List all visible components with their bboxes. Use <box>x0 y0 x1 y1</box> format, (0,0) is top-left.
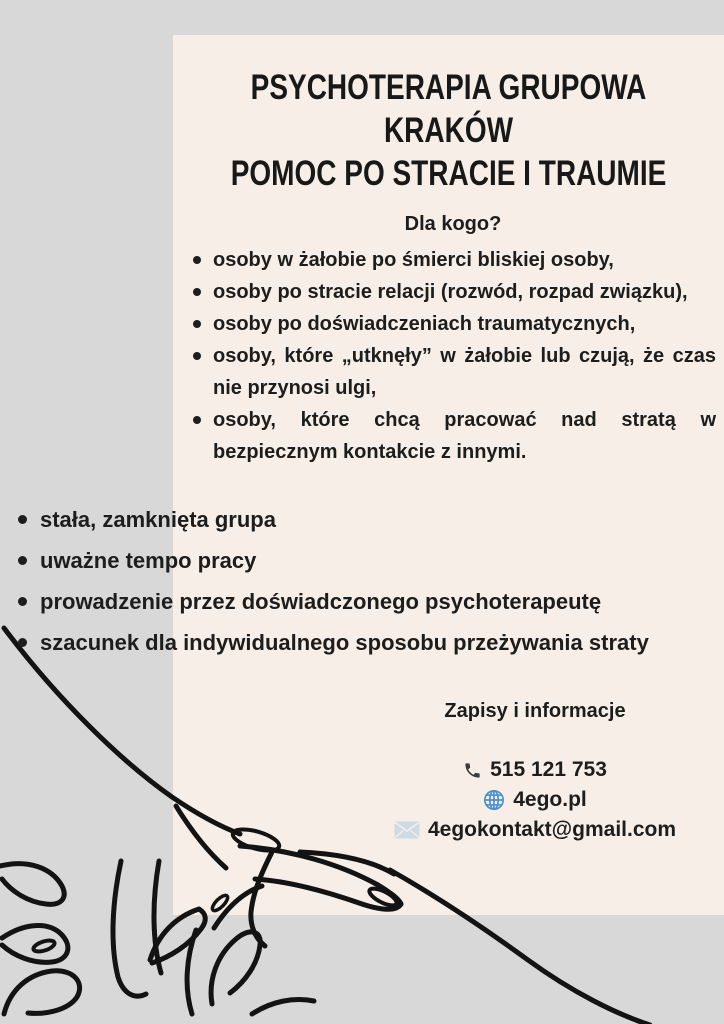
website-url: 4ego.pl <box>513 788 587 811</box>
list-item <box>190 404 716 468</box>
bullet-dot <box>193 320 201 328</box>
email-row <box>350 815 720 845</box>
list-item-text: prowadzenie przez doświadczonego psychoterapeutę <box>40 589 602 614</box>
list-item <box>14 622 720 663</box>
bullet-dot <box>193 288 201 296</box>
list-item-text: uważne tempo pracy <box>40 548 257 573</box>
list-item <box>14 581 720 622</box>
list-item <box>14 540 720 581</box>
phone-icon <box>463 761 482 780</box>
audience-list <box>190 244 716 468</box>
globe-icon <box>483 789 505 811</box>
features-list <box>14 499 720 663</box>
contact-rows <box>350 755 720 845</box>
poster-title <box>228 66 669 195</box>
website-row <box>350 785 720 815</box>
audience-section <box>190 213 716 468</box>
list-item <box>190 276 716 308</box>
bullet-dot <box>18 597 27 606</box>
phone-row <box>350 755 720 785</box>
list-item-text: stała, zamknięta grupa <box>40 507 276 532</box>
list-item <box>14 499 720 540</box>
title-line-1: PSYCHOTERAPIA GRUPOWA <box>250 68 647 107</box>
list-item-text: szacunek dla indywidualnego sposobu przeżywania straty <box>40 630 649 655</box>
phone-number: 515 121 753 <box>490 758 607 781</box>
list-item <box>190 244 716 276</box>
bullet-dot <box>18 515 27 524</box>
list-item <box>190 308 716 340</box>
bullet-dot <box>193 352 201 360</box>
list-item-text: osoby w żałobie po śmierci bliskiej osoby, <box>213 249 614 271</box>
list-item-text: osoby, które „utknęły” w żałobie lub czują, że czas nie przynosi ulgi, <box>213 345 716 399</box>
features-section <box>14 499 720 663</box>
bullet-dot <box>18 638 27 647</box>
bullet-dot <box>193 416 201 424</box>
list-item-text: osoby po stracie relacji (rozwód, rozpad związku), <box>213 281 688 303</box>
list-item-text: osoby, które chcą pracować nad stratą w bezpiecznym kontakcie z innymi. <box>213 409 716 463</box>
title-line-3: POMOC PO STRACIE I TRAUMIE <box>230 154 667 193</box>
contact-heading: Zapisy i informacje <box>444 700 626 722</box>
bullet-dot <box>193 256 201 264</box>
list-item <box>190 340 716 404</box>
title-line-2: KRAKÓW <box>383 111 514 150</box>
audience-heading: Dla kogo? <box>404 213 502 235</box>
envelope-icon <box>394 821 420 839</box>
bullet-dot <box>18 556 27 565</box>
list-item-text: osoby po doświadczeniach traumatycznych, <box>213 313 636 335</box>
email-address: 4egokontakt@gmail.com <box>427 818 677 841</box>
contact-section <box>350 700 720 845</box>
